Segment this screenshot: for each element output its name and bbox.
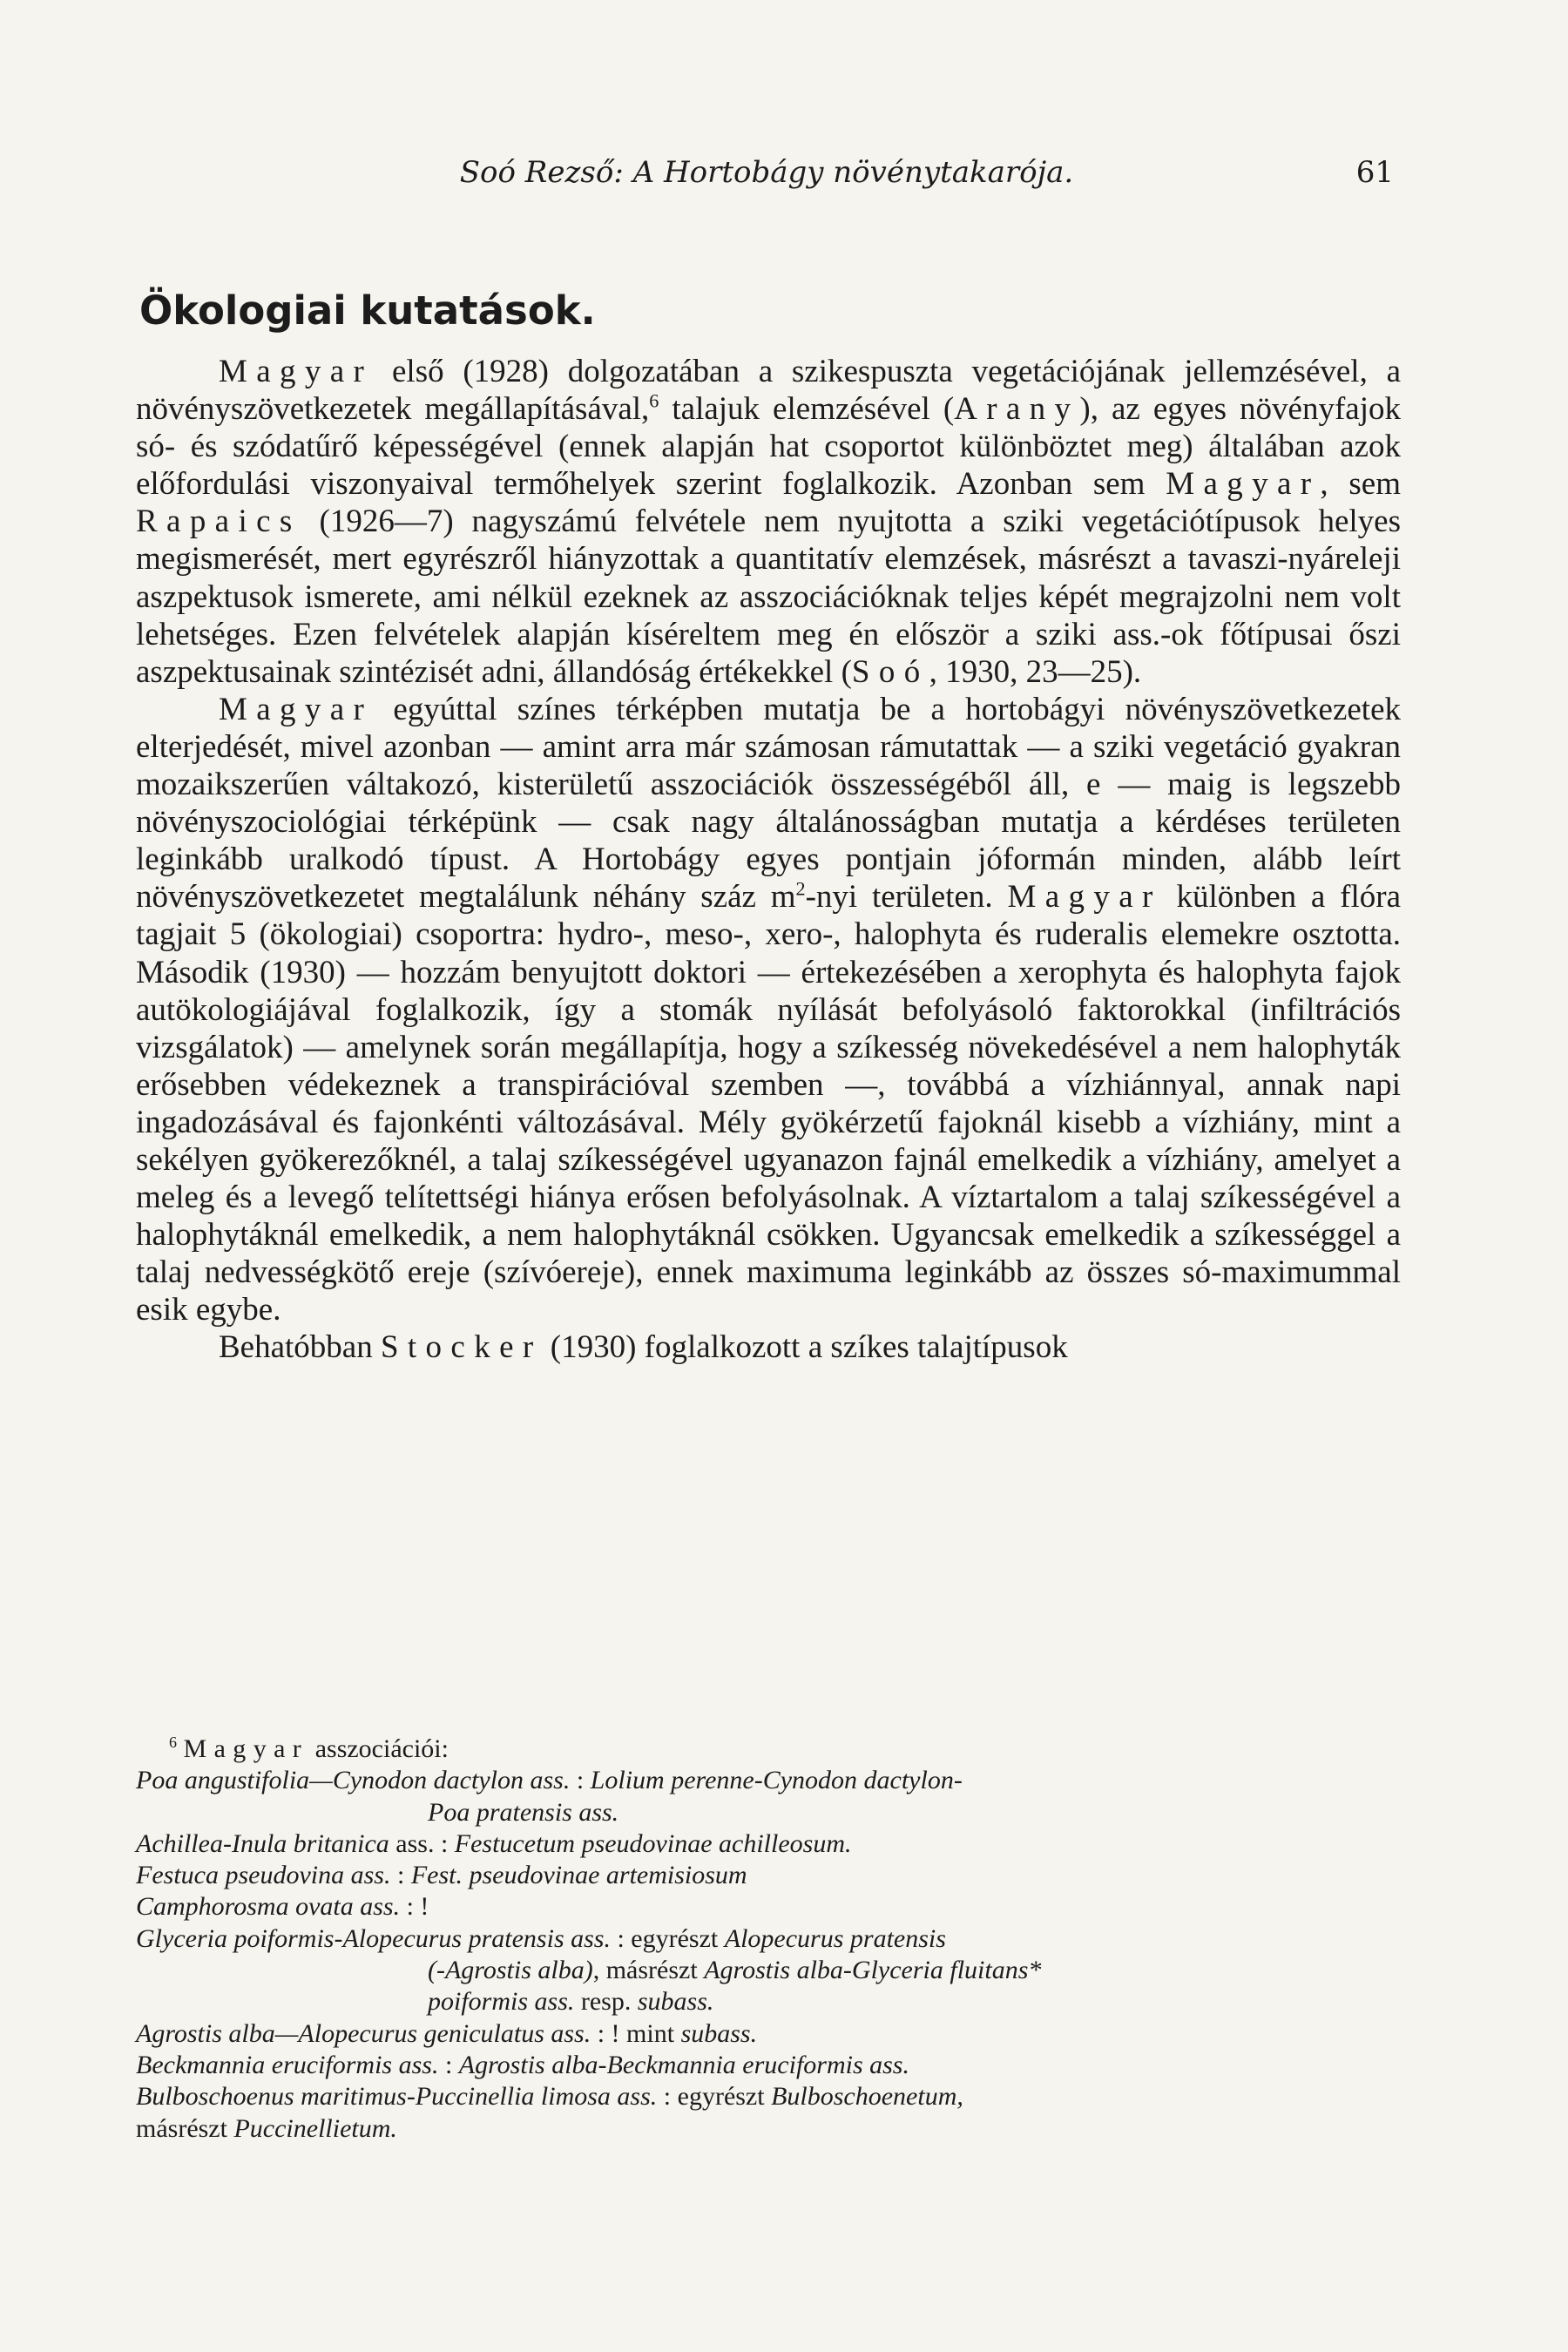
paragraph: Magyar egyúttal színes térképben mutatja be a hortobágyi növényszövetkezetek elterjedését, mivel azonban — amint arra már számosan rámutattak — a sziki vegetáció gyakran mozaikszerűen váltakozó, kisterületű asszociációk összességéből áll, e — maig is legszebb növényszociológiai térképünk — csak nagy általánosságban mutatja a kérdéses területen leginkább uralkodó típust. A Hortobágy egyes pontjain jóformán minden, alább leírt növényszövetkezetet megtalálunk néhány száz $m^2$-nyi területen. Magyar különben a flóra tagjait 5 (ökologiai) csoportra: hydro-, meso-, xero-, halophyta és ruderalis elemekre osztotta. Második (1930) — hozzám benyujtott doktori — értekezésében a xerophyta és halophyta fajok autökologiájával foglalkozik, így a stomák nyílását befolyásoló faktorokkal (infiltrációs vizsgálatok) — amelynek során megállapítja, hogy a szíkesség növekedésével a nem halophyták erősebben védekeznek a transpirációval szemben —, továbbá a vízhiánnyal, annak napi ingadozásával és fajonkénti változásával. Mély gyökérzetű fajoknál kisebb a vízhiány, mint a sekélyen gyökerezőknél, a talaj szíkességével ugyanazon fajnál emelkedik a vízhiány, amelyet a meleg és a levegő telítettségi hiánya erősen befolyásolnak. A víztartalom a talaj szíkességével a halophytáknál emelkedik, a nem halophytáknál csökken. Ugyancsak emelkedik a szíkességgel a talaj nedvességkötő ereje (szívóereje), ennek maximuma leginkább az összes só-maximummal esik egybe.: [136, 691, 1401, 1328]
author-name: Magyar: [1007, 879, 1162, 916]
page-number: 61: [1355, 155, 1394, 190]
author-name: Magyar: [219, 354, 374, 389]
paragraph: Magyar első (1928) dolgozatában a szikespuszta vegetációjának jellemzésével, a növényszövetkezetek megállapításával,$^6$ talajuk elemzésével (Arany), az egyes növényfajok só- és szódatűrő képességével (ennek alapján hat csoportot különböztet meg) általában azok előfordulási viszonyaival termőhelyek szerint foglalkozik. Azonban sem Magyar, sem Rapaics (1926—7) nagyszámú felvétele nem nyujtotta a sziki vegetációtípusok helyes megismerését, mert egyrészről hiányzottak a quantitatív elemzések, másrészt a tavaszi-nyáreleji aszpektusok ismerete, ami nélkül ezeknek az asszociációknak teljes képét megrajzolni nem volt lehetséges. Ezen felvételek alapján kíséreltem meg én először a sziki ass.-ok főtípusai őszi aszpektusainak szintézisét adni, állandóság értékekkel (Soó, 1930, 23—25).: [136, 354, 1401, 690]
footnotes: [136, 1734, 1401, 2145]
footnote-line: Bulboschoenus maritimus-Puccinellia limosa ass. : egyrészt Bulboschoenetum,: [136, 2082, 963, 2112]
paragraph: Behatóbban Stocker (1930) foglalkozott a szíkes talajtípusok: [219, 1329, 1068, 1366]
footnote-line: Agrostis alba—Alopecurus geniculatus ass. : ! mint subass.: [136, 2018, 758, 2048]
footnote-ref: 6: [649, 389, 659, 412]
footnote-line: Beckmannia eruciformis ass. : Agrostis alba-Beckmannia eruciformis ass.: [136, 2050, 909, 2079]
footnote-line: Achillea-Inula britanica ass. : Festucetum pseudovinae achilleosum.: [136, 1828, 852, 1858]
footnote-line: (-Agrostis alba), másrészt Agrostis alba-Glyceria fluitans*: [428, 1956, 1042, 1985]
author-name: Stocker: [380, 1329, 543, 1366]
section-heading: Ökologiai kutatások.: [139, 287, 596, 334]
author-name: Arany: [954, 391, 1080, 428]
footnote-heading: $^6$ Magyar asszociációi:: [169, 1734, 449, 1763]
footnote-line: Poa pratensis ass.: [428, 1797, 619, 1827]
footnote-line: poiformis ass. resp. subass.: [428, 1987, 714, 2017]
footnote-line: Camphorosma ovata ass. : !: [136, 1892, 429, 1922]
footnote-line: Glyceria poiformis-Alopecurus pratensis ass. : egyrészt Alopecurus pratensis: [136, 1923, 946, 1953]
footnote-line: Poa angustifolia—Cynodon dactylon ass. : Lolium perenne-Cynodon dactylon-: [136, 1766, 963, 1795]
body-text: [136, 353, 1401, 1367]
author-name: Magyar: [219, 691, 374, 727]
author-name: Magyar: [1166, 466, 1321, 503]
author-name: Soó: [851, 653, 929, 690]
author-name: Rapaics: [136, 504, 301, 540]
running-header: [139, 155, 1394, 199]
footnote-line: Festuca pseudovina ass. : Fest. pseudovinae artemisiosum: [136, 1861, 747, 1890]
running-title: Soó Rezső: A Hortobágy növénytakarója.: [459, 155, 1074, 190]
footnote-line: másrészt Puccinellietum.: [136, 2113, 397, 2143]
